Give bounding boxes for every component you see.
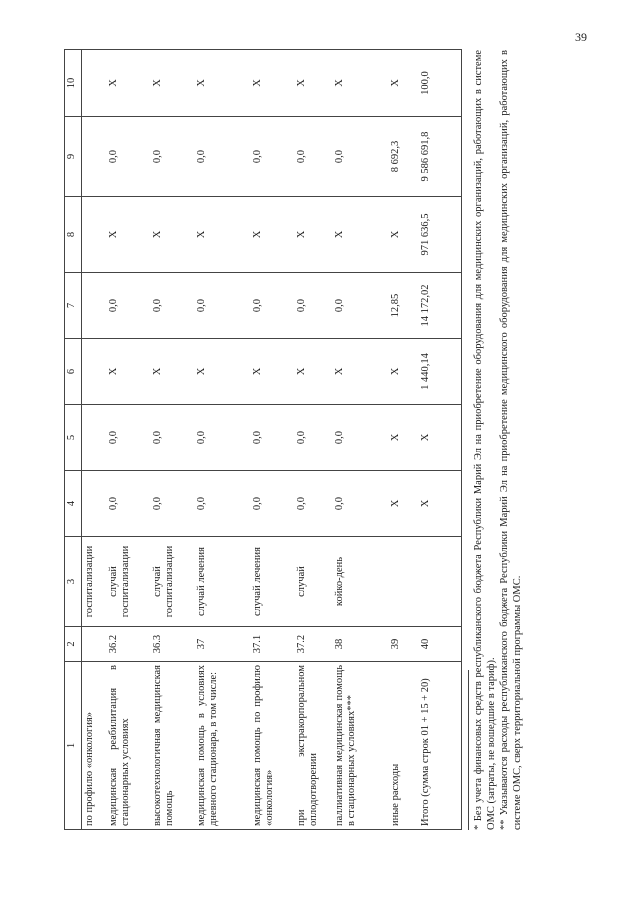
column-number: 8 (65, 197, 82, 273)
table-row (106, 50, 150, 830)
table-row (194, 50, 250, 830)
row-code: 36.2 (106, 627, 150, 662)
row-name: при экстракорпоральном оплодотворении (294, 662, 332, 830)
cell-c7 (82, 273, 106, 339)
cell-c6: X (194, 339, 250, 405)
cell-c5: 0,0 (250, 405, 294, 471)
cell-c6: X (150, 339, 194, 405)
footnote-2: ** Указываются расходы республиканского бюджета Республики Марий Эл на приобретение медицинского оборудования для медицинских организаций, работающих в системе ОМС, сверх территориальной программы ОМС. (499, 50, 523, 830)
row-code: 39 (388, 627, 418, 662)
column-number: 10 (65, 50, 82, 117)
cell-c5 (82, 405, 106, 471)
row-code: 40 (418, 627, 462, 662)
cell-c5: 0,0 (294, 405, 332, 471)
cell-c4: X (418, 471, 462, 537)
row-name: высокотехнологичная медицинская помощь (150, 662, 194, 830)
cell-c8: X (332, 197, 388, 273)
cell-c10: X (150, 50, 194, 117)
row-name: медицинская помощь в условиях дневного стационара, в том числе: (194, 662, 250, 830)
cell-c4: 0,0 (250, 471, 294, 537)
row-name: паллиативная медицинская помощь в стационарных условиях*** (332, 662, 388, 830)
row-unit: случай лечения (250, 537, 294, 627)
row-unit: койко-день (332, 537, 388, 627)
column-number: 6 (65, 339, 82, 405)
cell-c8: X (106, 197, 150, 273)
cell-c4: 0,0 (194, 471, 250, 537)
cell-c6: X (106, 339, 150, 405)
cell-c4: 0,0 (332, 471, 388, 537)
cell-c7: 0,0 (150, 273, 194, 339)
cell-c8: X (250, 197, 294, 273)
cell-c8: X (194, 197, 250, 273)
row-name: медицинская помощь по профилю «онкология» (250, 662, 294, 830)
table-row (250, 50, 294, 830)
table-row-total (418, 50, 462, 830)
cell-c10: X (250, 50, 294, 117)
column-number: 3 (65, 537, 82, 627)
row-unit: случай госпитализации (150, 537, 194, 627)
column-number: 2 (65, 627, 82, 662)
table-row (82, 50, 106, 830)
cell-c8: 971 636,5 (418, 197, 462, 273)
footnotes (468, 50, 524, 830)
cell-c9: 8 692,3 (388, 117, 418, 197)
footnote-1: * Без учета финансовых средств республиканского бюджета Республики Марий Эл на приобретение оборудования для медицинских организаций, работающих в системе ОМС (затраты, не вошедшие в тариф). (473, 50, 497, 830)
cell-c10: X (332, 50, 388, 117)
cell-c6: X (294, 339, 332, 405)
cell-c6 (82, 339, 106, 405)
row-name: по профилю «онкология» (82, 662, 106, 830)
column-number: 4 (65, 471, 82, 537)
row-code: 37.1 (250, 627, 294, 662)
table-row (332, 50, 388, 830)
page-number: 39 (575, 30, 587, 44)
cell-c10: X (194, 50, 250, 117)
row-unit: госпитализации (82, 537, 106, 627)
cell-c7: 0,0 (250, 273, 294, 339)
cell-c10: X (294, 50, 332, 117)
row-unit (418, 537, 462, 627)
row-name: Итого (сумма строк 01 + 15 + 20) (418, 662, 462, 830)
row-unit: случай лечения (194, 537, 250, 627)
row-unit: случай госпитализации (106, 537, 150, 627)
cell-c9: 0,0 (150, 117, 194, 197)
cell-c9: 0,0 (106, 117, 150, 197)
cell-c8: X (388, 197, 418, 273)
cell-c4: 0,0 (294, 471, 332, 537)
row-code: 38 (332, 627, 388, 662)
column-number: 9 (65, 117, 82, 197)
table-row (388, 50, 418, 830)
cell-c7: 0,0 (106, 273, 150, 339)
column-number-row (65, 50, 82, 830)
cell-c9: 9 586 691,8 (418, 117, 462, 197)
column-number: 7 (65, 273, 82, 339)
cell-c8 (82, 197, 106, 273)
cell-c4: 0,0 (106, 471, 150, 537)
cell-c9: 0,0 (332, 117, 388, 197)
row-code (82, 627, 106, 662)
table-row (294, 50, 332, 830)
cell-c6: X (388, 339, 418, 405)
cell-c7: 14 172,02 (418, 273, 462, 339)
cell-c4: X (388, 471, 418, 537)
cell-c5: X (388, 405, 418, 471)
row-code: 36.3 (150, 627, 194, 662)
row-code: 37 (194, 627, 250, 662)
row-name: иные расходы (388, 662, 418, 830)
cell-c9: 0,0 (194, 117, 250, 197)
column-number: 5 (65, 405, 82, 471)
cell-c8: X (294, 197, 332, 273)
row-unit (388, 537, 418, 627)
column-number: 1 (65, 662, 82, 830)
cell-c6: X (250, 339, 294, 405)
cell-c4: 0,0 (150, 471, 194, 537)
cell-c5: 0,0 (106, 405, 150, 471)
rotated-table-area (64, 50, 574, 830)
cell-c7: 0,0 (332, 273, 388, 339)
cell-c5: 0,0 (194, 405, 250, 471)
cell-c6: X (332, 339, 388, 405)
cell-c5: 0,0 (150, 405, 194, 471)
table-row (150, 50, 194, 830)
cell-c8: X (150, 197, 194, 273)
row-name: медицинская реабилитация в стационарных условиях (106, 662, 150, 830)
cell-c9: 0,0 (294, 117, 332, 197)
cell-c4 (82, 471, 106, 537)
financing-table (64, 49, 462, 830)
cell-c10 (82, 50, 106, 117)
cell-c10: 100,0 (418, 50, 462, 117)
row-code: 37.2 (294, 627, 332, 662)
cell-c5: 0,0 (332, 405, 388, 471)
row-unit: случай (294, 537, 332, 627)
cell-c7: 0,0 (194, 273, 250, 339)
cell-c10: X (388, 50, 418, 117)
cell-c5: X (418, 405, 462, 471)
cell-c6: 1 440,14 (418, 339, 462, 405)
footnote-divider (468, 670, 469, 830)
cell-c9: 0,0 (250, 117, 294, 197)
cell-c7: 12,85 (388, 273, 418, 339)
cell-c9 (82, 117, 106, 197)
cell-c7: 0,0 (294, 273, 332, 339)
cell-c10: X (106, 50, 150, 117)
